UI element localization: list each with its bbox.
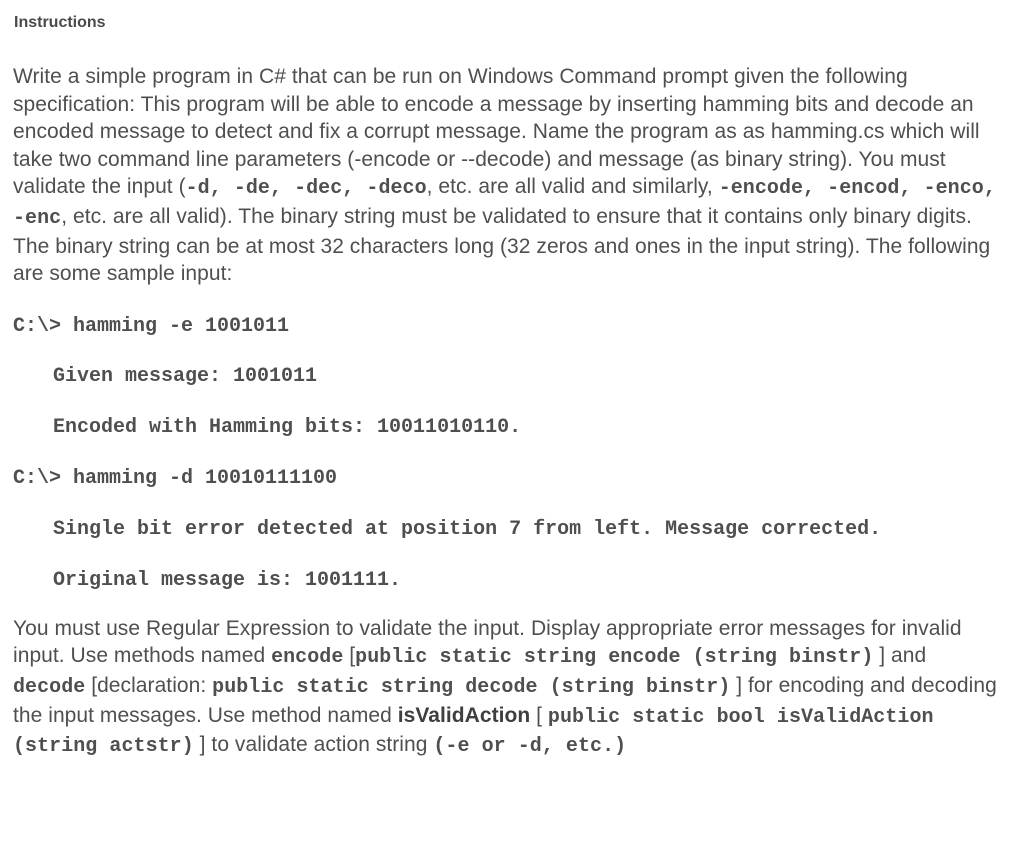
encode-method-name: encode xyxy=(271,646,344,670)
is-valid-action-name: isValidAction xyxy=(397,703,531,727)
action-string-examples-code: (-e or -d, etc.) xyxy=(433,735,627,759)
closing-paragraph xyxy=(13,615,1003,761)
intro-text-2: , etc. are all valid and similarly, xyxy=(426,175,719,199)
encode-options-code: -encode, -encod, -enco, -enc xyxy=(13,177,996,230)
intro-text-1: Write a simple program in C# that can be run on Windows Command prompt given the following specification: This program will be able to encode a message by inserting hamming bits and decode an encoded message to detect and fix a corrupt message. Name the program as as hamming.cs which will take two command line parameters (-encode or --decode) and message (as binary string). You must validate the input ( xyxy=(13,65,980,199)
intro-text-3: , etc. are all valid). The binary string must be validated to ensure that it contains only binary digits. The binary string can be at most 32 characters long (32 zeros and ones in the input string). The following are some sample input: xyxy=(13,204,991,286)
encode-signature-code: public static string encode (string binstr) xyxy=(355,646,874,670)
decode-options-code: -d, -de, -dec, -deco xyxy=(185,177,427,201)
decode-signature-code: public static string decode (string binstr) xyxy=(212,675,731,699)
instructions-heading: Instructions xyxy=(14,14,106,31)
sample-output-given: Given message: 1001011 xyxy=(53,364,318,388)
sample-command-encode: C:\> hamming -e 1001011 xyxy=(13,314,290,338)
is-valid-action-signature-code: public static bool isValidAction (string actstr) xyxy=(13,705,934,759)
intro-paragraph xyxy=(13,63,1003,288)
closing-text-5: ] for encoding and decoding the input messages. Use method named xyxy=(13,673,997,727)
closing-text-7: ] to validate action string xyxy=(193,733,434,757)
sample-output-original: Original message is: 1001111. xyxy=(53,568,402,592)
closing-text-1: You must use Regular Expression to validate the input. Display appropriate error messages for invalid input. Use methods named xyxy=(13,616,962,668)
sample-output-error: Single bit error detected at position 7 from left. Message corrected. xyxy=(53,517,882,541)
sample-command-decode: C:\> hamming -d 10010111100 xyxy=(13,466,338,490)
instructions-panel xyxy=(13,0,1003,761)
closing-text-3: ] and xyxy=(873,644,927,668)
decode-method-name: decode xyxy=(13,675,86,699)
closing-text-4: [declaration: xyxy=(85,673,213,697)
sample-output-encoded: Encoded with Hamming bits: 10011010110. xyxy=(53,415,522,439)
closing-text-6: [ xyxy=(530,703,548,727)
closing-text-2: [ xyxy=(343,644,356,668)
